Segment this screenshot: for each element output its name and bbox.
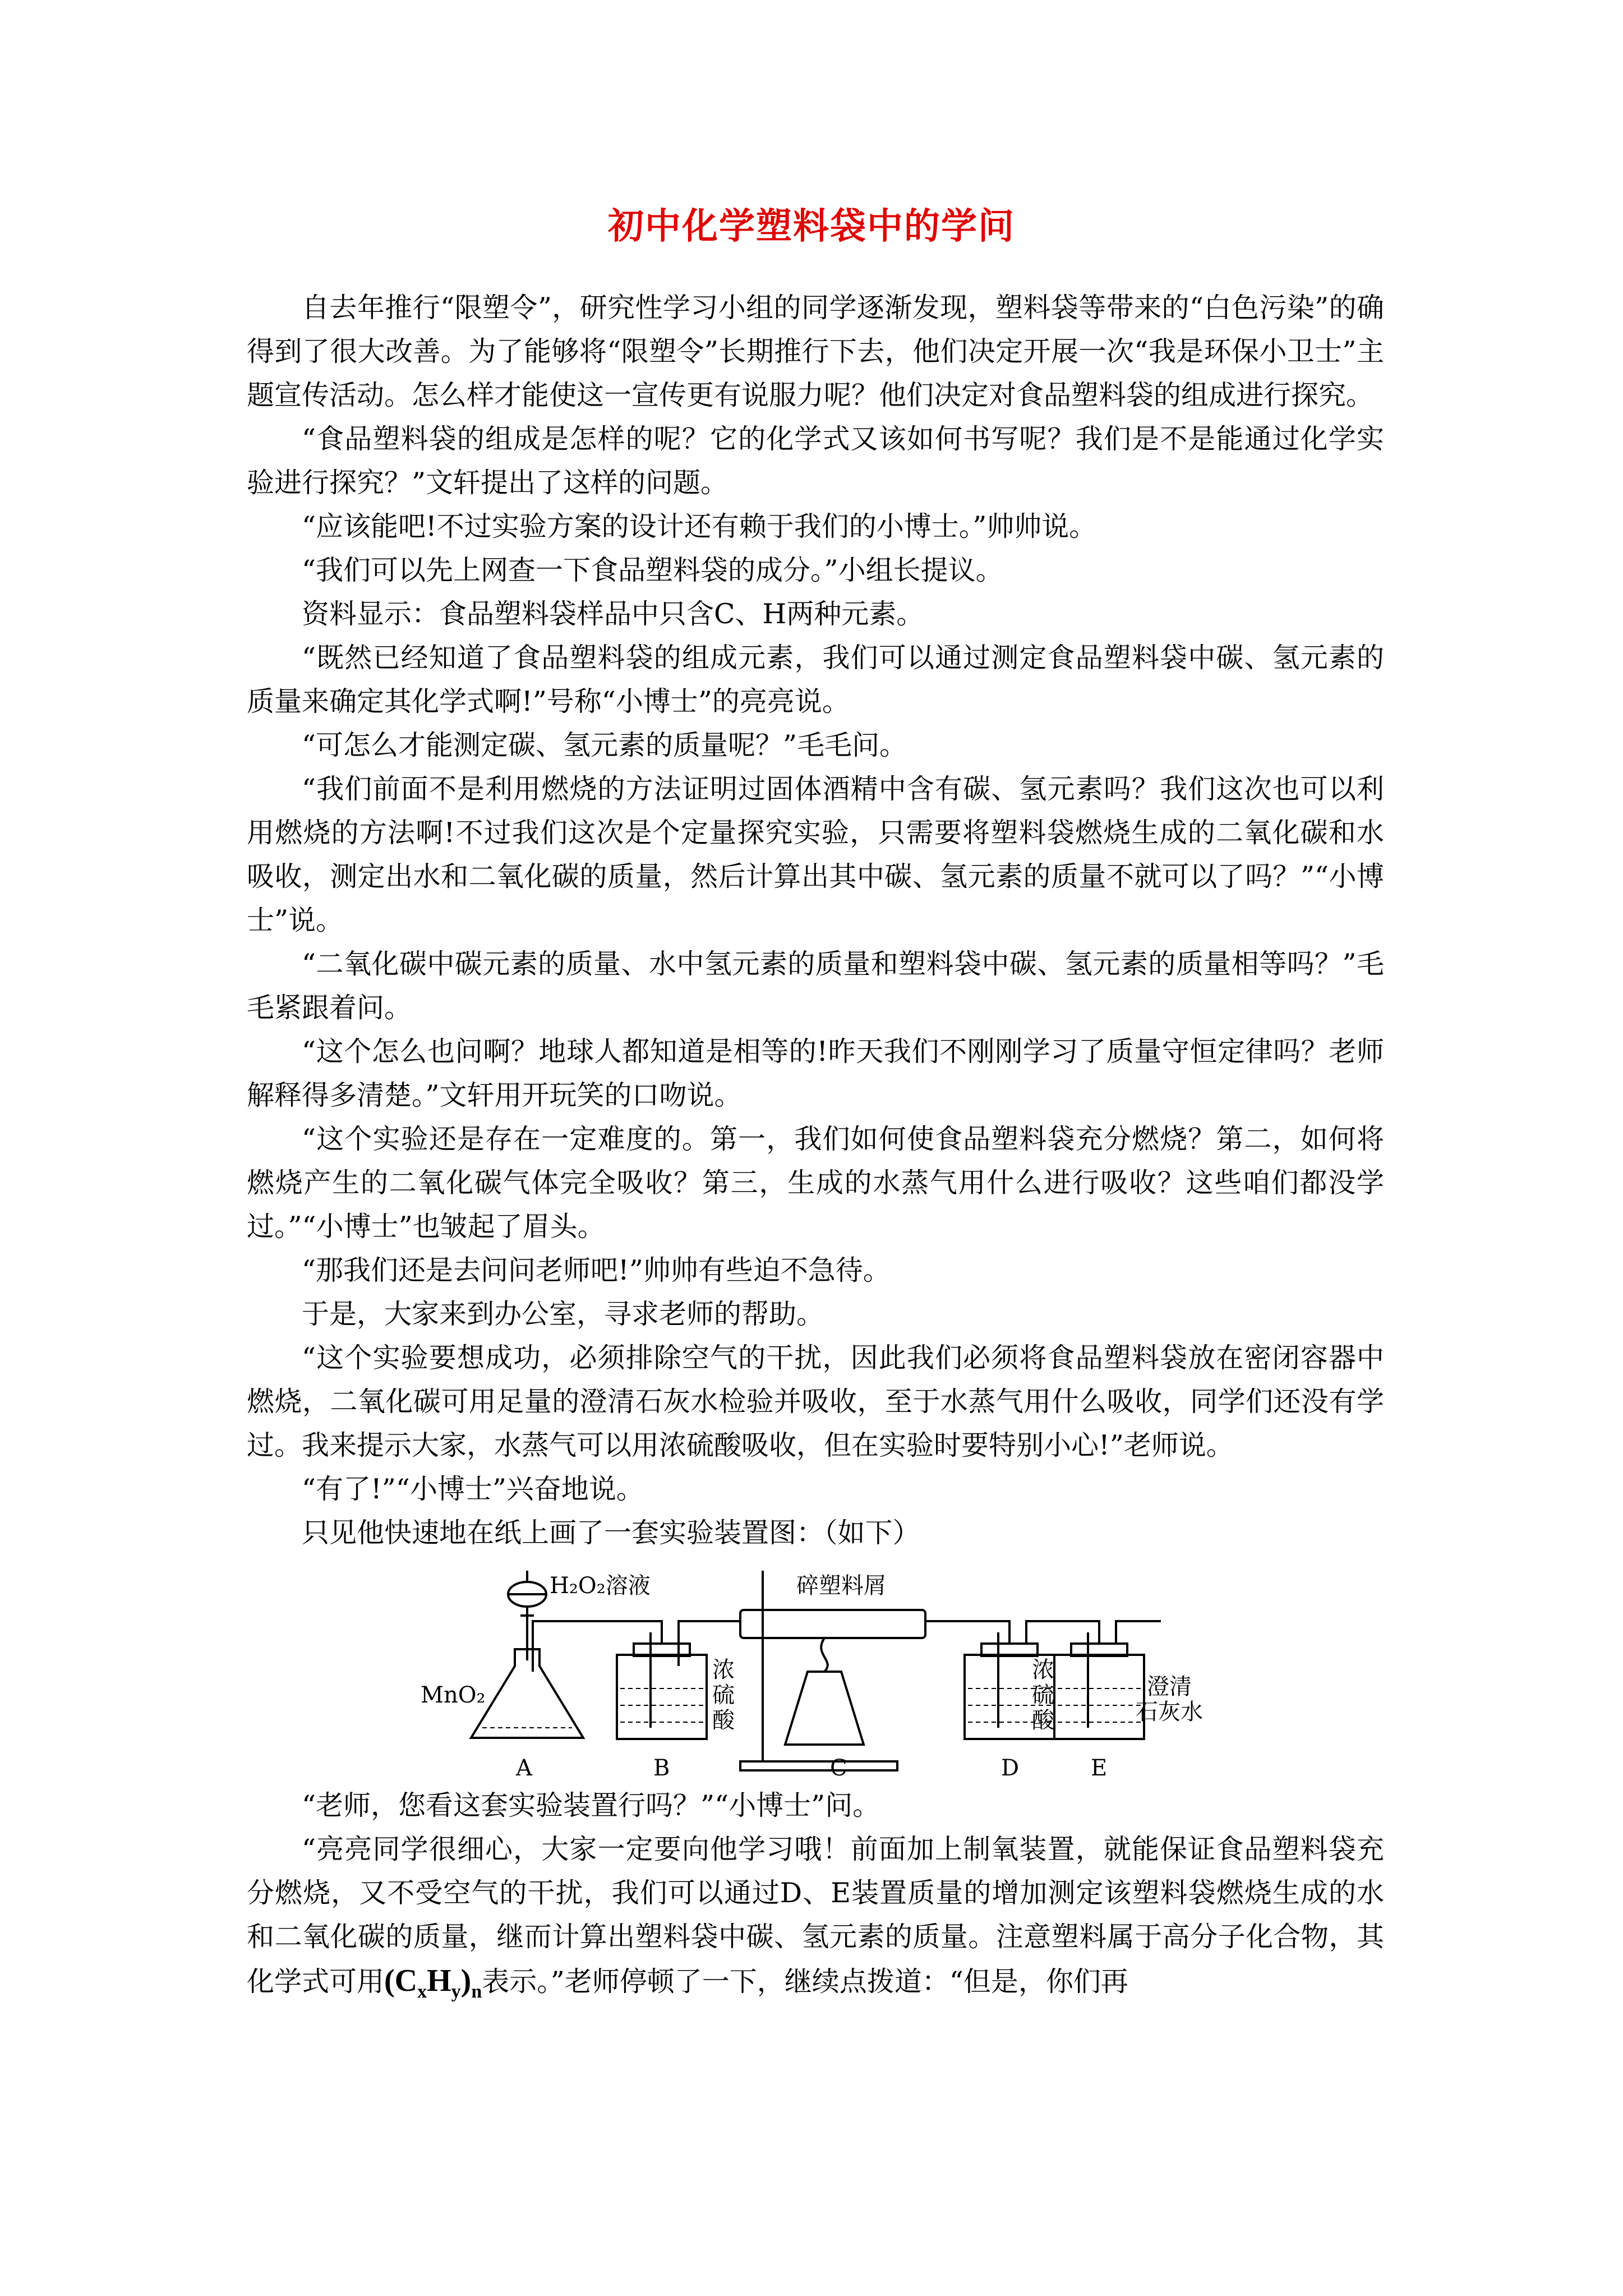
apparatus-letter-c: C (830, 1755, 847, 1781)
burner-icon (785, 1672, 864, 1745)
polymer-formula (384, 1963, 482, 2003)
flask-a-icon (471, 1649, 583, 1738)
bottle-b-icon (617, 1655, 707, 1739)
article-body (247, 286, 1384, 2014)
plastic-label: 碎塑料屑 (796, 1573, 886, 1599)
paragraph-tail: 表示。”老师停顿了一下，继续点拨道：“但是，你们再 (482, 1966, 1128, 1998)
paragraph: “这个怎么也问啊？地球人都知道是相等的!昨天我们不刚刚学习了质量守恒定律吗？老师解释得多清楚。”文轩用开玩笑的口吻说。 (247, 1036, 1384, 1111)
apparatus-figure (421, 1559, 1203, 1784)
paragraph-with-formula (247, 1828, 1384, 2014)
paragraph: “可怎么才能测定碳、氢元素的质量呢？”毛毛问。 (302, 729, 907, 761)
formula-sub-y: y (451, 1981, 461, 2003)
paragraph: “我们前面不是利用燃烧的方法证明过固体酒精中含有碳、氢元素吗？我们这次也可以利用燃烧的方法啊!不过我们这次是个定量探究实验，只需要将塑料袋燃烧生成的二氧化碳和水吸收，测定出水和二氧化碳的质量，然后计算出其中碳、氢元素的质量不就可以了吗？”“小博士”说。 (247, 773, 1384, 936)
acid-d-label-2: 硫 (1032, 1682, 1054, 1708)
paragraph: “食品塑料袋的组成是怎样的呢？它的化学式又该如何书写呢？我们是不是能通过化学实验进行探究？”文轩提出了这样的问题。 (247, 423, 1384, 499)
h2o2-label: H₂O₂溶液 (550, 1573, 651, 1599)
apparatus-letter-d: D (1001, 1755, 1020, 1781)
limewater-label-1: 澄清 (1147, 1674, 1192, 1700)
formula-sub-x: x (417, 1981, 427, 2003)
apparatus-letter-a: A (516, 1755, 532, 1781)
acid-d-label-1: 浓 (1032, 1657, 1054, 1683)
paragraph: 于是，大家来到办公室，寻求老师的帮助。 (302, 1298, 824, 1330)
bottle-e-icon (1054, 1655, 1144, 1739)
acid-b-label-3: 酸 (712, 1708, 735, 1733)
apparatus-letter-e: E (1091, 1755, 1108, 1781)
paragraph: “这个实验要想成功，必须排除空气的干扰，因此我们必须将食品塑料袋放在密闭容器中燃烧，二氧化碳可用足量的澄清石灰水检验并吸收，至于水蒸气用什么吸收，同学们还没有学过。我来提示大家，水蒸气可以用浓硫酸吸收，但在实验时要特别小心!”老师说。 (247, 1342, 1384, 1461)
paragraph: 自去年推行“限塑令”，研究性学习小组的同学逐渐发现，塑料袋等带来的“白色污染”的确得到了很大改善。为了能够将“限塑令”长期推行下去，他们决定开展一次“我是环保小卫士”主题宣传活动。怎么样才能使这一宣传更有说服力呢？他们决定对食品塑料袋的组成进行探究。 (247, 292, 1384, 411)
paragraph: “二氧化碳中碳元素的质量、水中氢元素的质量和塑料袋中碳、氢元素的质量相等吗？”毛毛紧跟着问。 (247, 948, 1384, 1024)
page-title: 初中化学塑料袋中的学问 (608, 205, 1015, 247)
paragraph: “应该能吧!不过实验方案的设计还有赖于我们的小博士。”帅帅说。 (302, 510, 1097, 542)
mno2-label: MnO₂ (421, 1682, 486, 1708)
acid-d-label-3: 酸 (1032, 1708, 1054, 1733)
paragraph: “老师，您看这套实验装置行吗？”“小博士”问。 (302, 1789, 880, 1821)
formula-open: (C (384, 1963, 418, 1998)
paragraph-text: “亮亮同学很细心，大家一定要向他学习哦！前面加上制氧装置，就能保证食品塑料袋充分燃烧，又不受空气的干扰，我们可以通过D、E装置质量的增加测定该塑料袋燃烧生成的水和二氧化碳的质量，继而计算出塑料袋中碳、氢元素的质量。注意塑料属于高分子化合物，其化学式可用 (247, 1833, 1384, 1998)
formula-h: H (427, 1963, 451, 1998)
paragraph: “我们可以先上网查一下食品塑料袋的成分。”小组长提议。 (302, 554, 1003, 586)
apparatus-letter-b: B (653, 1755, 670, 1781)
formula-close: ) (460, 1963, 472, 1998)
combustion-tube-icon (740, 1610, 925, 1638)
limewater-label-2: 石灰水 (1136, 1699, 1203, 1725)
acid-b-label-2: 硫 (712, 1682, 735, 1708)
paragraph: “既然已经知道了食品塑料袋的组成元素，我们可以通过测定食品塑料袋中碳、氢元素的质量来确定其化学式啊!”号称“小博士”的亮亮说。 (247, 642, 1384, 717)
paragraph: “这个实验还是存在一定难度的。第一，我们如何使食品塑料袋充分燃烧？第二，如何将燃烧产生的二氧化碳气体完全吸收？第三，生成的水蒸气用什么进行吸收？这些咱们都没学过。”“小博士”也皱起了眉头。 (247, 1123, 1384, 1243)
paragraph: “有了!”“小博士”兴奋地说。 (302, 1473, 644, 1505)
formula-sub-n: n (471, 1981, 482, 2003)
paragraph: 资料显示：食品塑料袋样品中只含C、H两种元素。 (302, 598, 924, 630)
paragraph: 只见他快速地在纸上画了一套实验装置图：（如下） (302, 1517, 920, 1549)
paragraph: “那我们还是去问问老师吧!”帅帅有些迫不急待。 (302, 1254, 891, 1286)
acid-b-label-1: 浓 (712, 1657, 735, 1683)
